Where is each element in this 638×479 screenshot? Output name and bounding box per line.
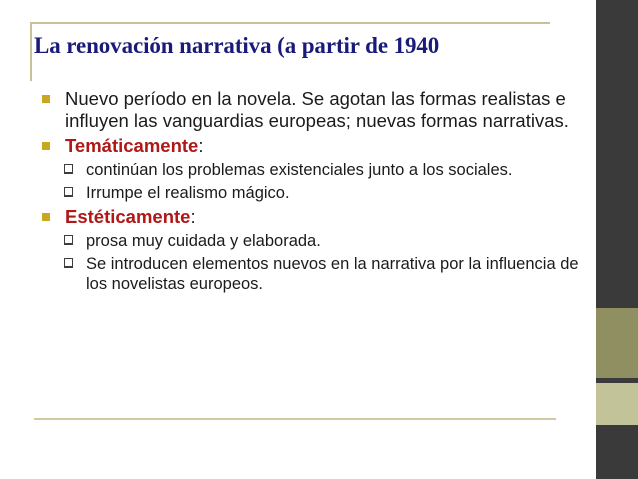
bullet-heading-tematicamente: Temáticamente <box>65 135 199 156</box>
checkbox-square-icon <box>64 258 73 268</box>
sub-bullet-text: Se introducen elementos nuevos en la narrativa por la influencia de los novelistas europeos. <box>86 255 579 293</box>
sub-bullet-text: Irrumpe el realismo mágico. <box>86 184 290 202</box>
title-left-rule <box>30 23 32 81</box>
sub-bullet-item <box>42 254 582 294</box>
sub-bullet-text: continúan los problemas existenciales junto a los sociales. <box>86 161 513 179</box>
bullet-heading-esteticamente: Estéticamente <box>65 206 191 227</box>
checkbox-square-icon <box>64 164 73 174</box>
bullet-heading-colon: : <box>190 206 196 227</box>
bullet-text: Nuevo período en la novela. Se agotan las formas realistas e influyen las vanguardias europeas; nuevas formas narrativas. <box>65 88 569 131</box>
sub-bullet-text: prosa muy cuidada y elaborada. <box>86 232 321 250</box>
bullet-heading-colon: : <box>198 135 204 156</box>
bullet-item-2 <box>42 135 582 157</box>
bullet-square-icon <box>42 142 50 150</box>
bullet-item-3 <box>42 206 582 228</box>
bullet-square-icon <box>42 95 50 103</box>
bottom-rule <box>34 418 556 420</box>
checkbox-square-icon <box>64 187 73 197</box>
bullet-square-icon <box>42 213 50 221</box>
slide-content <box>42 88 582 294</box>
title-top-rule <box>30 22 550 24</box>
bullet-item-1 <box>42 88 582 132</box>
sub-bullet-item <box>42 160 582 180</box>
sub-bullet-item <box>42 183 582 203</box>
decorative-side-block-light <box>596 383 638 425</box>
slide-title: La renovación narrativa (a partir de 1940 <box>34 33 440 58</box>
checkbox-square-icon <box>64 235 73 245</box>
decorative-side-block-olive <box>596 308 638 378</box>
sub-bullet-item <box>42 231 582 251</box>
